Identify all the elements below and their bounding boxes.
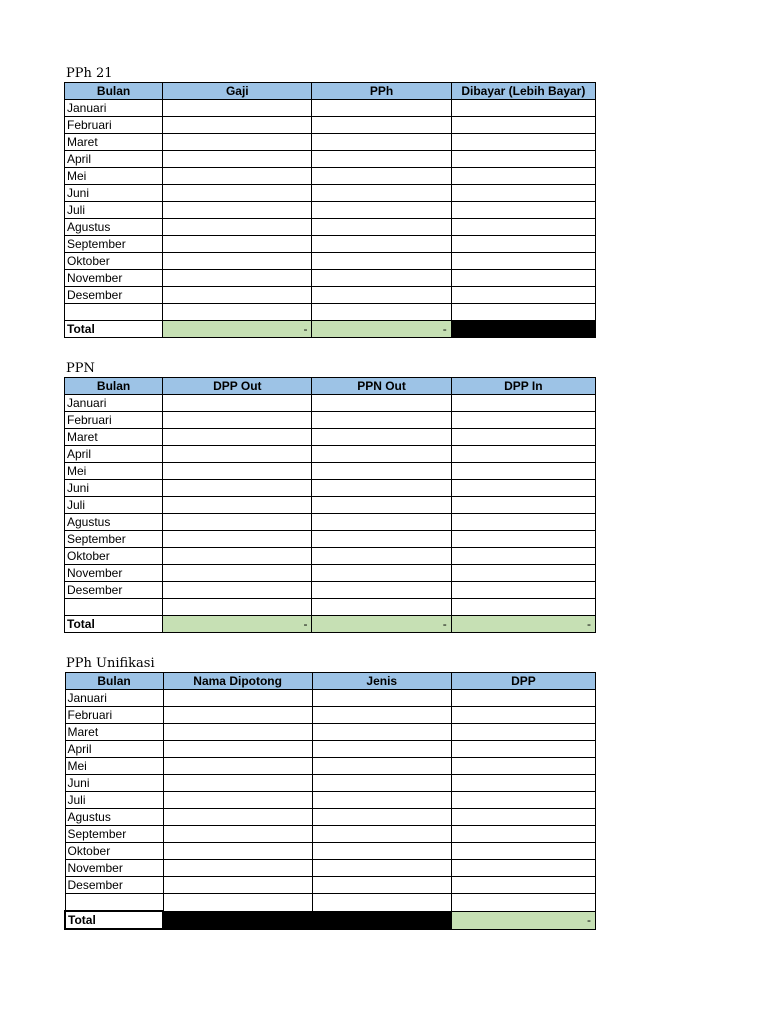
total-value-cell[interactable]: - bbox=[451, 616, 595, 633]
data-cell[interactable] bbox=[312, 894, 451, 912]
data-cell[interactable] bbox=[312, 151, 451, 168]
column-header[interactable]: Nama Dipotong bbox=[163, 673, 312, 690]
data-cell[interactable] bbox=[312, 134, 451, 151]
data-cell[interactable] bbox=[451, 463, 595, 480]
data-cell[interactable] bbox=[451, 497, 595, 514]
data-cell[interactable] bbox=[451, 185, 595, 202]
month-cell[interactable]: Desember bbox=[65, 287, 163, 304]
total-row bbox=[65, 911, 596, 929]
data-cell[interactable] bbox=[451, 412, 595, 429]
table-row bbox=[65, 134, 596, 151]
data-cell[interactable] bbox=[451, 826, 595, 843]
table-row bbox=[65, 741, 596, 758]
table-row bbox=[65, 775, 596, 792]
table-row bbox=[65, 253, 596, 270]
header-row bbox=[65, 83, 596, 100]
blocked-total-cell[interactable] bbox=[451, 321, 595, 338]
table-row bbox=[65, 287, 596, 304]
table-row bbox=[65, 480, 596, 497]
table-row bbox=[65, 202, 596, 219]
month-cell[interactable]: Januari bbox=[65, 690, 163, 707]
data-cell[interactable] bbox=[312, 690, 451, 707]
data-cell[interactable] bbox=[451, 270, 595, 287]
month-cell[interactable]: April bbox=[65, 446, 163, 463]
data-cell[interactable] bbox=[163, 185, 312, 202]
table-row bbox=[65, 117, 596, 134]
data-cell[interactable] bbox=[163, 304, 312, 321]
data-cell[interactable] bbox=[312, 185, 451, 202]
data-cell[interactable] bbox=[312, 843, 451, 860]
data-cell[interactable] bbox=[312, 565, 451, 582]
data-cell[interactable] bbox=[451, 843, 595, 860]
table-row bbox=[65, 304, 596, 321]
month-cell[interactable]: Desember bbox=[65, 877, 163, 894]
data-cell[interactable] bbox=[451, 236, 595, 253]
data-cell[interactable] bbox=[163, 758, 312, 775]
total-value-cell[interactable]: - bbox=[312, 321, 451, 338]
data-cell[interactable] bbox=[312, 100, 451, 117]
month-cell[interactable]: Mei bbox=[65, 758, 163, 775]
table-row bbox=[65, 151, 596, 168]
table-row bbox=[65, 395, 596, 412]
data-cell[interactable] bbox=[312, 270, 451, 287]
table-section-1 bbox=[64, 65, 596, 338]
table-row bbox=[65, 792, 596, 809]
month-cell[interactable] bbox=[65, 599, 163, 616]
data-cell[interactable] bbox=[451, 741, 595, 758]
table-row bbox=[65, 724, 596, 741]
month-cell[interactable]: Maret bbox=[65, 429, 163, 446]
blocked-total-cell[interactable] bbox=[163, 911, 312, 929]
month-cell[interactable]: Maret bbox=[65, 134, 163, 151]
month-cell[interactable]: Agustus bbox=[65, 219, 163, 236]
data-cell[interactable] bbox=[163, 514, 312, 531]
data-cell[interactable] bbox=[163, 236, 312, 253]
month-cell[interactable]: Agustus bbox=[65, 809, 163, 826]
data-cell[interactable] bbox=[312, 219, 451, 236]
column-header[interactable]: PPN Out bbox=[312, 378, 451, 395]
data-cell[interactable] bbox=[451, 395, 595, 412]
data-cell[interactable] bbox=[163, 412, 312, 429]
month-cell[interactable]: Mei bbox=[65, 463, 163, 480]
data-cell[interactable] bbox=[312, 548, 451, 565]
data-cell[interactable] bbox=[163, 134, 312, 151]
data-cell[interactable] bbox=[312, 792, 451, 809]
header-row bbox=[65, 673, 596, 690]
data-cell[interactable] bbox=[451, 894, 595, 912]
data-cell[interactable] bbox=[163, 565, 312, 582]
data-cell[interactable] bbox=[312, 117, 451, 134]
data-cell[interactable] bbox=[312, 877, 451, 894]
table-row bbox=[65, 582, 596, 599]
data-cell[interactable] bbox=[163, 253, 312, 270]
column-header[interactable]: DPP Out bbox=[163, 378, 312, 395]
data-cell[interactable] bbox=[163, 741, 312, 758]
data-cell[interactable] bbox=[163, 168, 312, 185]
data-cell[interactable] bbox=[451, 100, 595, 117]
data-cell[interactable] bbox=[451, 548, 595, 565]
data-cell[interactable] bbox=[312, 412, 451, 429]
data-cell[interactable] bbox=[312, 429, 451, 446]
month-cell[interactable]: September bbox=[65, 826, 163, 843]
month-cell[interactable]: November bbox=[65, 565, 163, 582]
header-row bbox=[65, 378, 596, 395]
data-cell[interactable] bbox=[312, 582, 451, 599]
data-cell[interactable] bbox=[451, 219, 595, 236]
data-cell[interactable] bbox=[163, 877, 312, 894]
data-cell[interactable] bbox=[451, 253, 595, 270]
data-cell[interactable] bbox=[451, 565, 595, 582]
month-cell[interactable]: Maret bbox=[65, 724, 163, 741]
data-cell[interactable] bbox=[312, 304, 451, 321]
data-cell[interactable] bbox=[312, 480, 451, 497]
table-row bbox=[65, 219, 596, 236]
month-cell[interactable]: Juni bbox=[65, 480, 163, 497]
data-cell[interactable] bbox=[451, 168, 595, 185]
month-cell[interactable]: Juni bbox=[65, 185, 163, 202]
column-header[interactable]: Bulan bbox=[65, 83, 163, 100]
table-row bbox=[65, 843, 596, 860]
data-cell[interactable] bbox=[163, 843, 312, 860]
month-cell[interactable]: Mei bbox=[65, 168, 163, 185]
blocked-total-cell[interactable] bbox=[312, 911, 451, 929]
data-cell[interactable] bbox=[312, 809, 451, 826]
data-cell[interactable] bbox=[312, 531, 451, 548]
data-cell[interactable] bbox=[312, 860, 451, 877]
data-cell[interactable] bbox=[312, 758, 451, 775]
column-header[interactable]: Bulan bbox=[65, 673, 163, 690]
column-header[interactable]: Gaji bbox=[163, 83, 312, 100]
table-row bbox=[65, 531, 596, 548]
column-header[interactable]: DPP In bbox=[451, 378, 595, 395]
month-cell[interactable]: Agustus bbox=[65, 514, 163, 531]
data-cell[interactable] bbox=[451, 429, 595, 446]
data-cell[interactable] bbox=[312, 707, 451, 724]
month-cell[interactable] bbox=[65, 894, 163, 912]
data-cell[interactable] bbox=[163, 270, 312, 287]
table-section-3 bbox=[64, 655, 596, 930]
table-row bbox=[65, 894, 596, 912]
data-cell[interactable] bbox=[451, 792, 595, 809]
table-row bbox=[65, 565, 596, 582]
data-cell[interactable] bbox=[163, 724, 312, 741]
column-header[interactable]: DPP bbox=[451, 673, 595, 690]
data-cell[interactable] bbox=[451, 446, 595, 463]
data-cell[interactable] bbox=[451, 514, 595, 531]
spreadsheet-table bbox=[64, 377, 596, 633]
total-row bbox=[65, 616, 596, 633]
total-value-cell[interactable]: - bbox=[451, 911, 595, 929]
column-header[interactable]: Jenis bbox=[312, 673, 451, 690]
data-cell[interactable] bbox=[163, 792, 312, 809]
data-cell[interactable] bbox=[163, 497, 312, 514]
table-title: PPh Unifikasi bbox=[66, 656, 155, 671]
data-cell[interactable] bbox=[163, 860, 312, 877]
month-cell[interactable]: Februari bbox=[65, 412, 163, 429]
month-cell[interactable]: September bbox=[65, 236, 163, 253]
month-cell[interactable]: Juli bbox=[65, 202, 163, 219]
total-value-cell[interactable]: - bbox=[312, 616, 451, 633]
data-cell[interactable] bbox=[163, 894, 312, 912]
data-cell[interactable] bbox=[163, 151, 312, 168]
data-cell[interactable] bbox=[451, 202, 595, 219]
column-header[interactable]: Bulan bbox=[65, 378, 163, 395]
month-cell[interactable]: Juni bbox=[65, 775, 163, 792]
month-cell[interactable]: April bbox=[65, 741, 163, 758]
total-label[interactable]: Total bbox=[65, 911, 163, 929]
column-header[interactable]: PPh bbox=[312, 83, 451, 100]
table-row bbox=[65, 236, 596, 253]
data-cell[interactable] bbox=[312, 236, 451, 253]
column-header[interactable]: Dibayar (Lebih Bayar) bbox=[451, 83, 595, 100]
table-row bbox=[65, 168, 596, 185]
data-cell[interactable] bbox=[451, 480, 595, 497]
data-cell[interactable] bbox=[451, 707, 595, 724]
data-cell[interactable] bbox=[312, 826, 451, 843]
month-cell[interactable]: Oktober bbox=[65, 548, 163, 565]
month-cell[interactable]: Oktober bbox=[65, 843, 163, 860]
data-cell[interactable] bbox=[312, 775, 451, 792]
data-cell[interactable] bbox=[163, 599, 312, 616]
data-cell[interactable] bbox=[451, 775, 595, 792]
table-row bbox=[65, 690, 596, 707]
table-row bbox=[65, 548, 596, 565]
data-cell[interactable] bbox=[451, 860, 595, 877]
data-cell[interactable] bbox=[312, 599, 451, 616]
data-cell[interactable] bbox=[163, 690, 312, 707]
total-value-cell[interactable]: - bbox=[163, 321, 312, 338]
data-cell[interactable] bbox=[451, 287, 595, 304]
month-cell[interactable]: Januari bbox=[65, 100, 163, 117]
month-cell[interactable]: Februari bbox=[65, 707, 163, 724]
data-cell[interactable] bbox=[312, 202, 451, 219]
table-row bbox=[65, 514, 596, 531]
data-cell[interactable] bbox=[451, 304, 595, 321]
table-row bbox=[65, 497, 596, 514]
month-cell[interactable]: September bbox=[65, 531, 163, 548]
table-row bbox=[65, 758, 596, 775]
table-row bbox=[65, 185, 596, 202]
spreadsheet-table bbox=[64, 672, 596, 930]
data-cell[interactable] bbox=[312, 168, 451, 185]
table-row bbox=[65, 100, 596, 117]
data-cell[interactable] bbox=[451, 877, 595, 894]
month-cell[interactable] bbox=[65, 304, 163, 321]
total-value-cell[interactable]: - bbox=[163, 616, 312, 633]
data-cell[interactable] bbox=[312, 724, 451, 741]
month-cell[interactable]: Juli bbox=[65, 792, 163, 809]
data-cell[interactable] bbox=[312, 446, 451, 463]
data-cell[interactable] bbox=[163, 707, 312, 724]
data-cell[interactable] bbox=[451, 599, 595, 616]
month-cell[interactable]: Juli bbox=[65, 497, 163, 514]
data-cell[interactable] bbox=[451, 117, 595, 134]
table-row bbox=[65, 860, 596, 877]
data-cell[interactable] bbox=[163, 809, 312, 826]
data-cell[interactable] bbox=[163, 100, 312, 117]
data-cell[interactable] bbox=[451, 809, 595, 826]
data-cell[interactable] bbox=[163, 395, 312, 412]
month-cell[interactable]: Desember bbox=[65, 582, 163, 599]
data-cell[interactable] bbox=[163, 548, 312, 565]
table-row bbox=[65, 463, 596, 480]
table-row bbox=[65, 270, 596, 287]
month-cell[interactable]: November bbox=[65, 270, 163, 287]
table-row bbox=[65, 809, 596, 826]
table-row bbox=[65, 446, 596, 463]
data-cell[interactable] bbox=[451, 724, 595, 741]
table-title: PPN bbox=[66, 361, 95, 376]
table-row bbox=[65, 412, 596, 429]
table-title: PPh 21 bbox=[66, 66, 113, 81]
data-cell[interactable] bbox=[163, 531, 312, 548]
data-cell[interactable] bbox=[163, 775, 312, 792]
data-cell[interactable] bbox=[163, 480, 312, 497]
month-cell[interactable]: Februari bbox=[65, 117, 163, 134]
month-cell[interactable]: Oktober bbox=[65, 253, 163, 270]
total-row bbox=[65, 321, 596, 338]
data-cell[interactable] bbox=[451, 582, 595, 599]
data-cell[interactable] bbox=[312, 497, 451, 514]
data-cell[interactable] bbox=[163, 826, 312, 843]
total-label[interactable]: Total bbox=[65, 616, 163, 633]
table-row bbox=[65, 599, 596, 616]
data-cell[interactable] bbox=[312, 253, 451, 270]
data-cell[interactable] bbox=[451, 690, 595, 707]
data-cell[interactable] bbox=[163, 429, 312, 446]
data-cell[interactable] bbox=[451, 134, 595, 151]
data-cell[interactable] bbox=[163, 582, 312, 599]
data-cell[interactable] bbox=[312, 741, 451, 758]
data-cell[interactable] bbox=[451, 531, 595, 548]
month-cell[interactable]: April bbox=[65, 151, 163, 168]
data-cell[interactable] bbox=[163, 287, 312, 304]
data-cell[interactable] bbox=[163, 202, 312, 219]
data-cell[interactable] bbox=[451, 758, 595, 775]
data-cell[interactable] bbox=[312, 395, 451, 412]
data-cell[interactable] bbox=[163, 117, 312, 134]
month-cell[interactable]: Januari bbox=[65, 395, 163, 412]
data-cell[interactable] bbox=[163, 463, 312, 480]
month-cell[interactable]: November bbox=[65, 860, 163, 877]
data-cell[interactable] bbox=[312, 463, 451, 480]
data-cell[interactable] bbox=[163, 219, 312, 236]
data-cell[interactable] bbox=[312, 287, 451, 304]
data-cell[interactable] bbox=[451, 151, 595, 168]
spreadsheet-table bbox=[64, 82, 596, 338]
table-row bbox=[65, 707, 596, 724]
table-section-2 bbox=[64, 360, 596, 633]
table-row bbox=[65, 429, 596, 446]
table-row bbox=[65, 877, 596, 894]
data-cell[interactable] bbox=[312, 514, 451, 531]
table-row bbox=[65, 826, 596, 843]
total-label[interactable]: Total bbox=[65, 321, 163, 338]
data-cell[interactable] bbox=[163, 446, 312, 463]
